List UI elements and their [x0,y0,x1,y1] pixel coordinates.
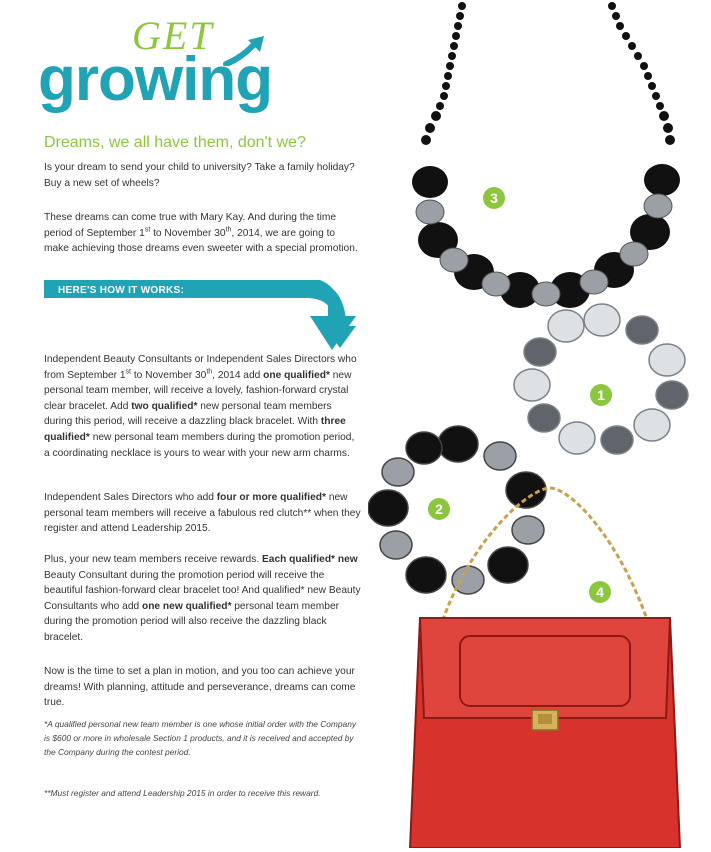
red-clutch-icon [400,478,700,848]
footnote-1: *A qualified personal new team member is one whose initial order with the Company is $600 or more in wholesale Section 1 products, and it is received and accepted by the Company during the contest period. [44,719,357,757]
body-paragraph-3: Plus, your new team members receive rewards. Each qualified* new Beauty Consultant during the promotion period will receive the beautiful fashion-forward clear bracelet too! And qualified* new Beauty Consultants who add one new qualified* personal team member during the promotion period will also receive the dazzling black bracelet. [44,554,361,643]
body-paragraph-2: Independent Sales Directors who add four or more qualified* new personal team members will receive a fabulous red clutch** when they register and attend Leadership 2015. [44,492,361,535]
tagline: Dreams, we all have them, don't we? [44,134,306,151]
how-it-works-label: HERE'S HOW IT WORKS: [58,285,185,296]
intro-paragraph-1: Is your dream to send your child to university? Take a family holiday? Buy a new set of wheels? [44,162,355,189]
badge-3: 3 [483,187,505,209]
intro-paragraph-2: These dreams can come true with Mary Kay. And during the time period of September 1st to November 30th, 2014, we are going to make achieving those dreams even sweeter with a special promotion. [44,212,358,255]
badge-4: 4 [589,581,611,603]
body-paragraph-1: Independent Beauty Consultants or Independent Sales Directors who from September 1st to November 30th, 2014 add one qualified* new personal team member, will receive a lovely, fashion-forward crystal clear bracelet. Add two qualified* new personal team members during this period, will receive a dazzling black bracelet. With three qualified* new personal team members during the promotion period, a coordinating necklace is yours to wear with your new arm charms. [44,354,357,459]
logo-get-text: GET [132,13,214,58]
badge-1: 1 [590,384,612,406]
badge-2: 2 [428,498,450,520]
necklace-icon [400,0,710,320]
body-paragraph-4: Now is the time to set a plan in motion, and you too can achieve your dreams! With planning, attitude and perseverance, dreams can come true. [44,666,356,709]
logo-growing-text: growing [38,45,273,114]
footnote-2: **Must register and attend Leadership 2015 in order to receive this reward. [44,788,321,798]
